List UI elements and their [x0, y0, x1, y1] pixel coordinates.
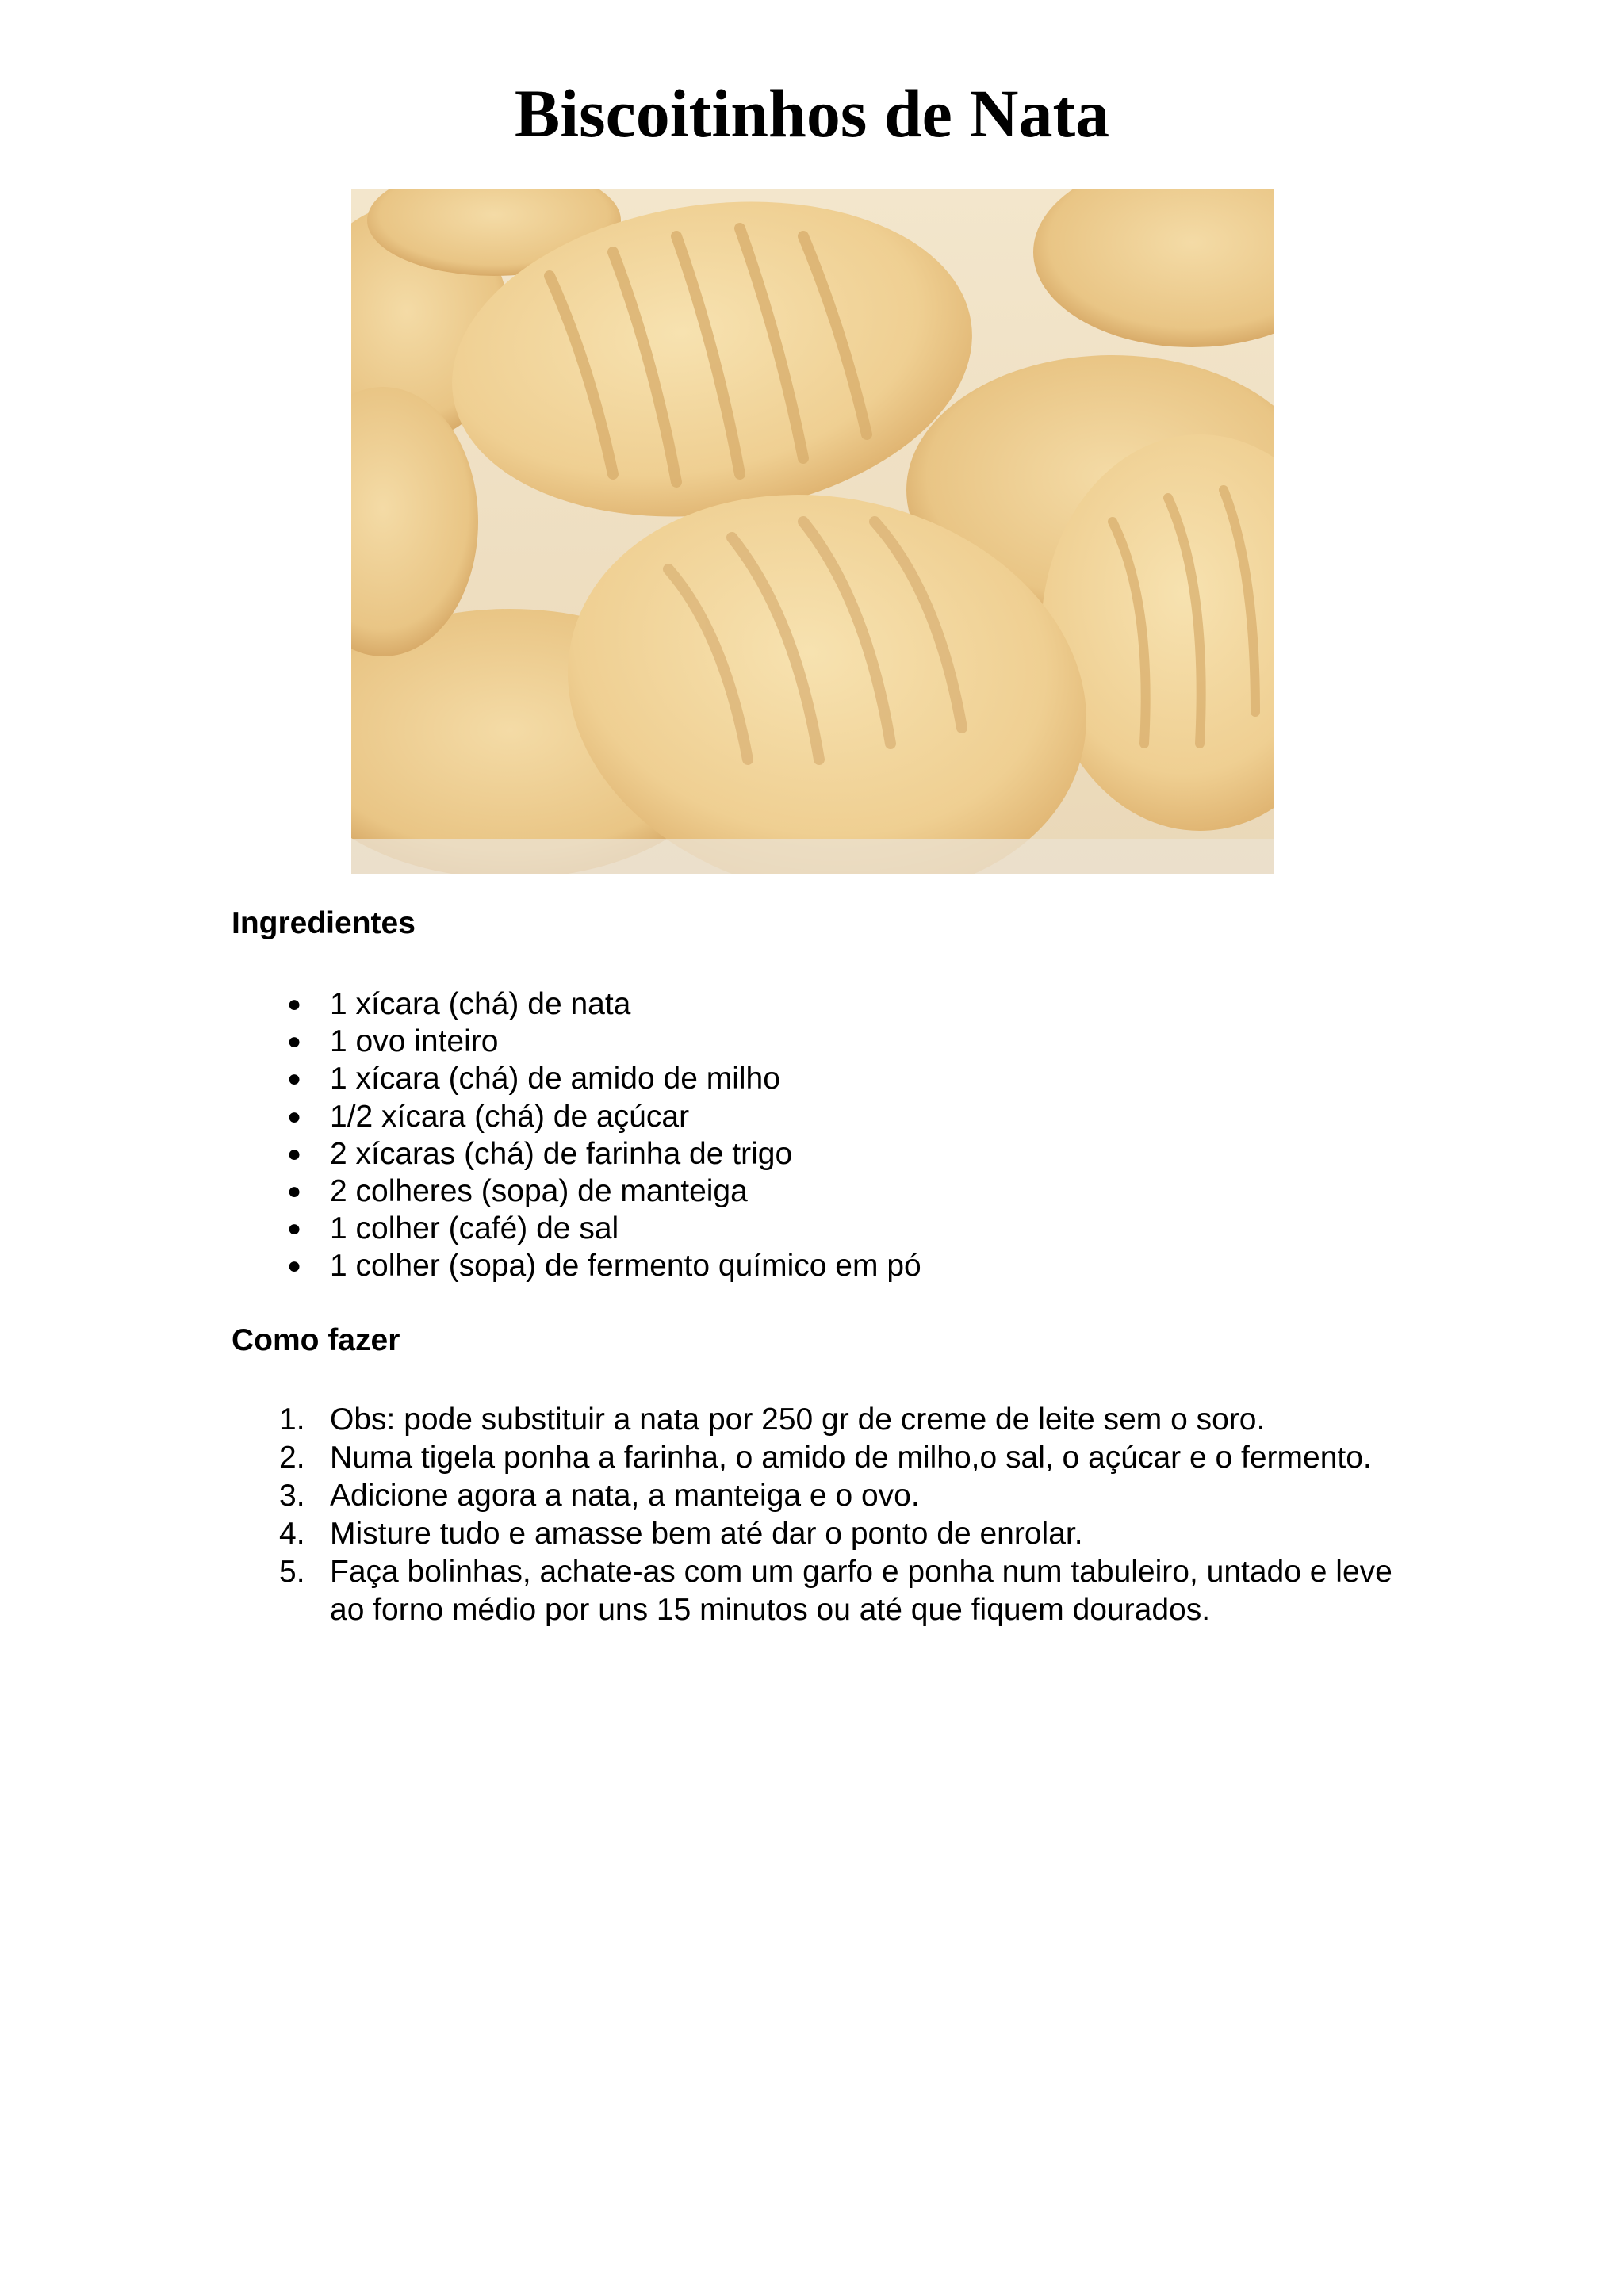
step-item [232, 1439, 1405, 1477]
list-item [232, 1098, 921, 1135]
ingredient-text: 1 ovo inteiro [330, 1024, 499, 1059]
list-item [232, 985, 921, 1023]
ingredient-text: 1 xícara (chá) de amido de milho [330, 1062, 780, 1096]
list-item [232, 1247, 921, 1284]
bullet-icon: ● [287, 1103, 302, 1130]
step-number: 5. [279, 1555, 305, 1589]
steps-list [232, 1401, 1405, 1629]
page-title: Biscoitinhos de Nata [514, 75, 1110, 151]
ingredient-text: 1 colher (sopa) de fermento químico em pó [330, 1249, 921, 1284]
list-item [232, 1210, 921, 1247]
list-item [232, 1060, 921, 1097]
bullet-icon: ● [287, 1253, 302, 1280]
step-text: Obs: pode substituir a nata por 250 gr de creme de leite sem o soro. [330, 1402, 1266, 1437]
list-item [232, 1173, 921, 1210]
step-item [232, 1477, 1405, 1515]
bullet-icon: ● [287, 1215, 302, 1242]
ingredient-text: 1 xícara (chá) de nata [330, 987, 631, 1021]
bullet-icon: ● [287, 991, 302, 1017]
step-text: Numa tigela ponha a farinha, o amido de milho,o sal, o açúcar e o fermento. [330, 1441, 1372, 1475]
step-number: 4. [279, 1517, 305, 1551]
step-text: Adicione agora a nata, a manteiga e o ovo. [330, 1479, 920, 1513]
bullet-icon: ● [287, 1028, 302, 1055]
ingredient-text: 2 colheres (sopa) de manteiga [330, 1174, 748, 1209]
cookies-photo [351, 189, 1274, 874]
step-text: Faça bolinhas, achate-as com um garfo e ponha num tabuleiro, untado e leve ao forno médio por uns 15 minutos ou até que fiquem dourados. [330, 1555, 1392, 1627]
step-number: 3. [279, 1479, 305, 1513]
step-number: 2. [279, 1441, 305, 1475]
ingredient-text: 2 xícaras (chá) de farinha de trigo [330, 1136, 793, 1171]
list-item [232, 1135, 921, 1173]
ingredient-text: 1/2 xícara (chá) de açúcar [330, 1099, 690, 1134]
step-text: Misture tudo e amasse bem até dar o ponto de enrolar. [330, 1517, 1083, 1551]
step-item [232, 1401, 1405, 1439]
list-item [232, 1023, 921, 1060]
step-item [232, 1515, 1405, 1553]
step-number: 1. [279, 1402, 305, 1437]
method-heading: Como fazer [232, 1323, 400, 1357]
bullet-icon: ● [287, 1178, 302, 1205]
bullet-icon: ● [287, 1140, 302, 1167]
ingredients-heading: Ingredientes [232, 906, 416, 940]
step-item [232, 1553, 1405, 1629]
bullet-icon: ● [287, 1066, 302, 1093]
ingredients-list [232, 985, 921, 1285]
ingredient-text: 1 colher (café) de sal [330, 1211, 619, 1246]
